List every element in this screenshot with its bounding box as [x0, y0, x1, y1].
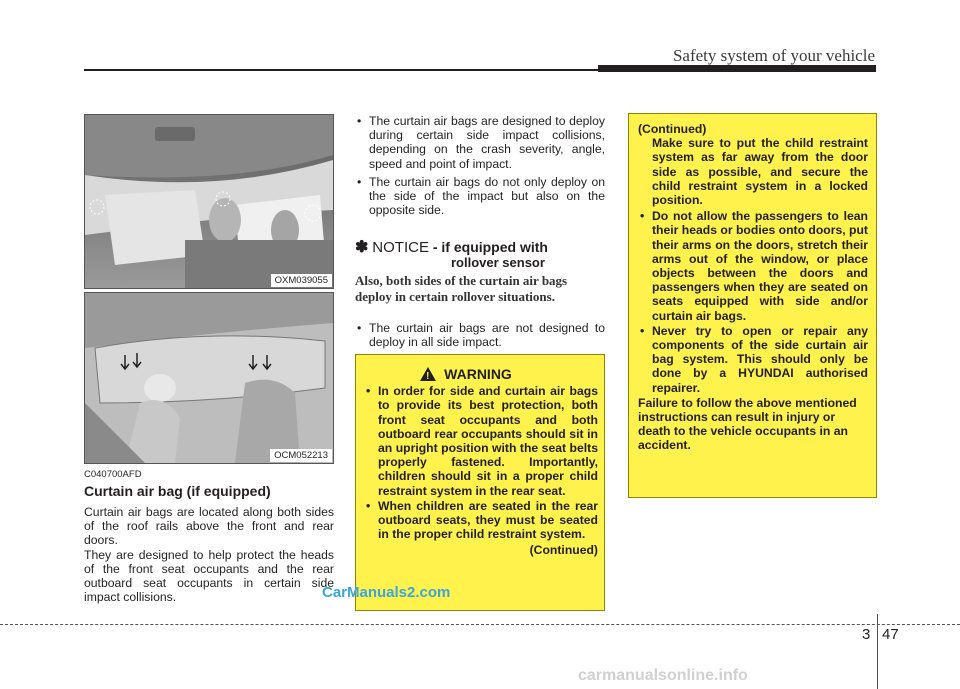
- continued-first-text: Make sure to put the child restraint system as far away from the door side as possible, and secure the child restraint system in a locked position.: [652, 136, 868, 208]
- list-item: • The curtain air bags are designed to deploy during certain side impact collisions, depending on the crash severity, angle, speed and point of impact.: [355, 114, 605, 171]
- col2-bullets: [355, 114, 605, 221]
- header-title: Safety system of your vehicle: [672, 46, 875, 65]
- continued-footer: Failure to follow the above mentioned instructions can result in injury or death to the vehicle occupants in an accident.: [638, 395, 857, 453]
- page-separator: [877, 614, 878, 689]
- col2-bullet3: [355, 321, 605, 353]
- notice-word: NOTICE: [372, 239, 429, 256]
- figure-code: OCM052213: [270, 449, 332, 462]
- chapter-number: 3: [862, 626, 871, 643]
- warning-title: [334, 367, 598, 381]
- list-item: • When children are seated in the rear outboard seats, they must be seated in the proper child restraint system.: [364, 499, 598, 542]
- notice-symbol: ✽: [355, 239, 369, 256]
- list-item: • The curtain air bags do not only deploy on the side of the impact but also on the opposite side.: [355, 175, 605, 218]
- list-item: • The curtain air bags are not designed to deploy in all side impact.: [355, 321, 605, 349]
- figure-curtain-airbag: [84, 292, 334, 464]
- watermark-site: carmanualsonline.info: [578, 667, 748, 684]
- notice-heading: [355, 237, 548, 257]
- notice-text: Also, both sides of the curtain air bags deploy in certain rollover situations.: [355, 273, 568, 304]
- continued-heading: (Continued): [638, 122, 707, 136]
- continued-box: [628, 113, 877, 498]
- header-rule: [84, 69, 876, 71]
- watermark-carmanuals2: CarManuals2.com: [322, 584, 451, 601]
- footer-rule: [0, 624, 960, 625]
- warning-box: [355, 354, 605, 611]
- figure-code: OXM039055: [271, 274, 332, 287]
- notice-rest: - if equipped with: [428, 239, 548, 255]
- list-item: • In order for side and curtain air bags to provide its best protection, both front seat occupants and both outboard rear occupants should sit in an upright position with the seat belts properly fastened. Importantly, children should sit in a proper child restraint system in the rear seat.: [364, 384, 598, 498]
- page-number: 47: [882, 626, 899, 643]
- list-item: • Never try to open or repair any components of the side curtain air bag system. This should only be done by a HYUNDAI authorised repairer.: [638, 324, 868, 395]
- paragraph: They are designed to help protect the heads of the front seat occupants and the rear outboard seat occupants in certain side impact collisions.: [84, 547, 334, 605]
- list-item: • Do not allow the passengers to lean their heads or bodies onto doors, put their arms on the doors, stretch their arms out of the window, or place objects between the doors and passengers when they are seated on seats equipped with side and/or curtain air bags.: [638, 209, 868, 323]
- notice-subheading: rollover sensor: [451, 255, 545, 270]
- section-body: [84, 505, 334, 604]
- section-code: C040700AFD: [84, 469, 142, 480]
- paragraph: Curtain air bags are located along both sides of the roof rails above the front and rear doors.: [84, 505, 334, 548]
- roof-interior-illustration: [85, 115, 333, 288]
- curtain-airbag-illustration: [85, 293, 333, 463]
- section-title: Curtain air bag (if equipped): [84, 483, 271, 499]
- continued-label: (Continued): [529, 543, 598, 558]
- warning-title-text: WARNING: [444, 366, 512, 382]
- warning-triangle-icon: !: [420, 367, 436, 381]
- figure-roof-rail: [84, 114, 334, 289]
